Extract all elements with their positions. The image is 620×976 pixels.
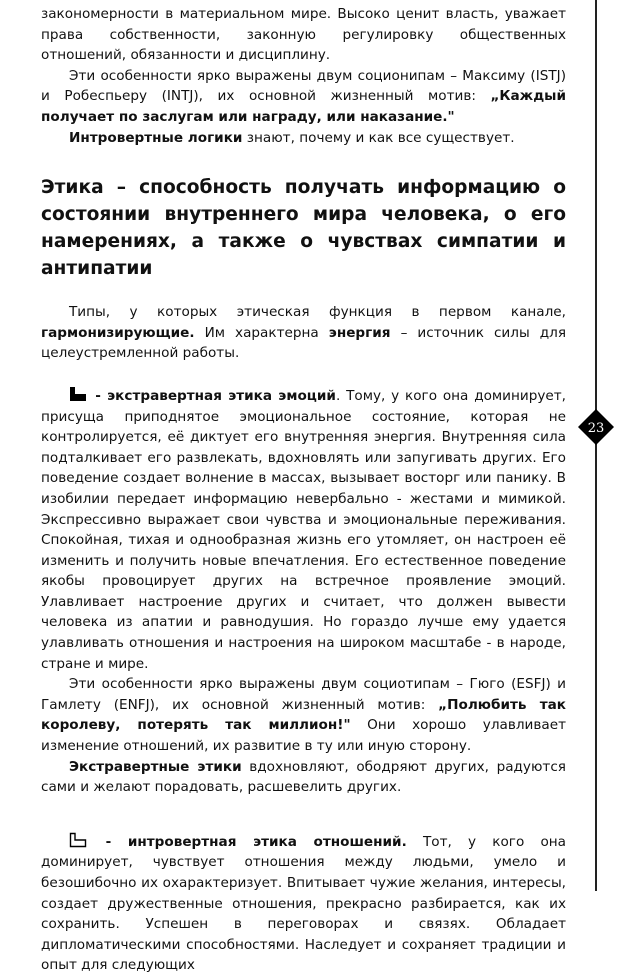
paragraph-4: Типы, у которых этическая функция в первом канале, гармонизирующие. Им характерна энергия – источник силы для целеустремленной работы. xyxy=(41,304,566,362)
paragraph-8: - интровертная этика отношений. Тот, у кого она доминирует, чувствует отношения между людьми, умело и безошибочно их охарактеризует. Впитывает чужие желания, интересы, создает дружественные отношения, прекрасно разбирается, как их сохранить. Успешен в переговорах и связях. Обладает дипломатическими способностями. Наследует и сохраняет традиции и опыт для следующих xyxy=(41,833,566,974)
black-corner-symbol-icon xyxy=(69,386,87,402)
margin-rule xyxy=(595,0,597,891)
page-number-badge xyxy=(578,409,614,445)
page-number: 23 xyxy=(587,421,605,436)
motto: „Каждый получает по заслугам или награду, или наказание." xyxy=(41,88,566,125)
motto: „Полюбить так королеву, потерять так миллион!" xyxy=(41,696,567,734)
section-heading: Этика – способность получать информацию о состоянии внутреннего мира человека, о его намерениях, а также о чувствах симпатии и антипатии xyxy=(41,177,566,280)
outline-corner-symbol-icon xyxy=(69,832,87,848)
paragraph-7: Экстравертные этики вдохновляют, ободряют других, радуются сами и желают порадовать, расшевелить других. xyxy=(41,758,566,796)
paragraph-5: - экстравертная этика эмоций. Тому, у кого она доминирует, присуща приподнятое эмоциональное состояние, которая не контролируется, её диктует его внутренняя энергия. Внутренняя сила подталкивает его развлекать, вдохновлять или запугивать других. Его поведение создает волнение в массах, вызывает восторг или панику. В изобилии передает информацию невербально - жестами и мимикой. Экспрессивно выражает свои чувства и эмоциональные переживания. Спокойная, тихая и однообразная жизнь его утомляет, он настроен её изменить и получить новые впечатления. Его естественное поведение якобы провоцирует других на встречное проявление эмоций. Улавливает настроение других и считает, что должен вывести человека из апатии и равнодушия. Но гораздо лучше ему удается улавливать отношения и настроения на широком масштабе - в народе, стране и мире. xyxy=(41,387,566,672)
paragraph-2: Эти особенности ярко выражены двум соционипам – Максиму (ISTJ) и Робеспьеру (INTJ), их основной жизненный мотив: „Каждый получает по заслугам или награду, или наказание." xyxy=(41,67,566,125)
paragraph-3: Интровертные логики знают, почему и как все существует. xyxy=(69,129,515,146)
paragraph-1: закономерности в материальном мире. Высоко ценит власть, уважает права собственности, законную регулировку общественных отношений, обязанности и дисциплину. xyxy=(41,6,566,64)
page-body xyxy=(41,4,566,976)
paragraph-6: Эти особенности ярко выражены двум социотипам – Гюго (ESFJ) и Гамлету (ENFJ), их основной жизненный мотив: „Полюбить так королеву, потерять так миллион!" Они хорошо улавливает изменение отношений, их развитие в ту или иную сторону. xyxy=(41,676,567,755)
